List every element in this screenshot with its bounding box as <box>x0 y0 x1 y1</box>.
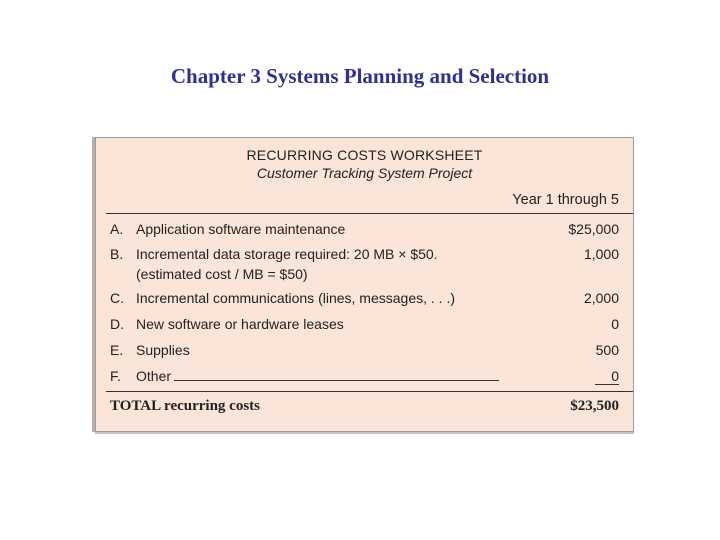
row-description: Application software maintenance <box>136 221 346 237</box>
row-description-line2: (estimated cost / MB = $50) <box>136 266 308 282</box>
row-description: Incremental communications (lines, messages, . . .) <box>136 290 456 306</box>
total-divider <box>106 391 633 392</box>
row-description-text: Other <box>136 368 172 384</box>
row-amount: 1,000 <box>583 246 619 262</box>
recurring-costs-worksheet <box>95 137 634 432</box>
worksheet-subtitle: Customer Tracking System Project <box>256 165 473 181</box>
row-description <box>136 368 499 384</box>
row-letter: E. <box>110 342 124 358</box>
total-label: TOTAL recurring costs <box>110 398 260 414</box>
row-description: New software or hardware leases <box>136 316 344 332</box>
row-letter: F. <box>110 368 121 384</box>
row-amount: 0 <box>611 316 619 332</box>
slide-title: Chapter 3 Systems Planning and Selection <box>170 64 550 88</box>
row-letter: B. <box>110 246 124 262</box>
header-divider <box>106 213 633 214</box>
worksheet-title: RECURRING COSTS WORKSHEET <box>246 147 483 163</box>
row-letter: D. <box>110 316 124 332</box>
row-letter: A. <box>110 221 124 237</box>
column-header: Year 1 through 5 <box>512 192 619 208</box>
fill-in-line <box>174 368 499 381</box>
row-amount: $25,000 <box>568 221 619 237</box>
row-description: Incremental data storage required: 20 MB × $50. <box>136 246 438 262</box>
row-description: Supplies <box>136 342 190 358</box>
row-amount: 2,000 <box>583 290 619 306</box>
total-amount: $23,500 <box>570 398 619 414</box>
row-letter: C. <box>110 290 124 306</box>
row-amount: 500 <box>595 342 619 358</box>
row-amount: 0 <box>595 368 619 385</box>
